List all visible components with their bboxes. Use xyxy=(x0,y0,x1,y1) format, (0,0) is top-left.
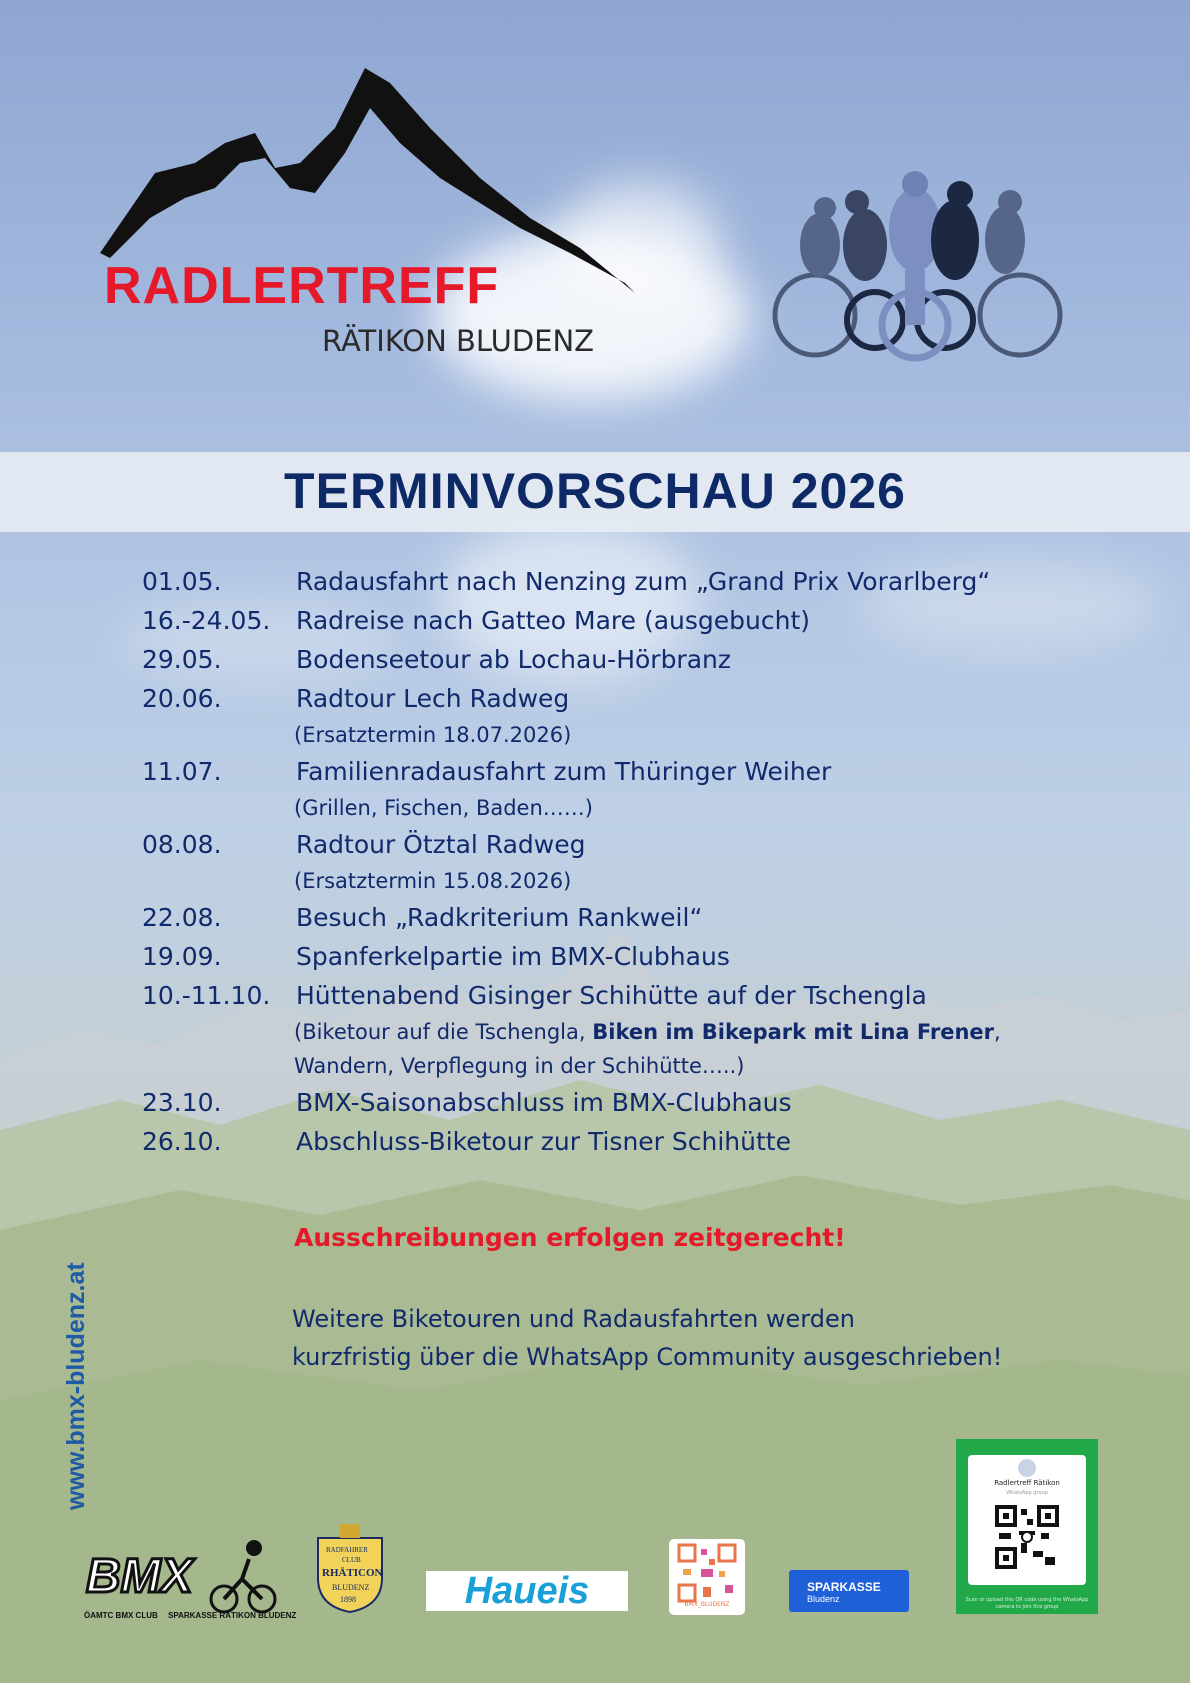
haueis-logo: Haueis xyxy=(426,1571,628,1611)
event-note-part: (Biketour auf die Tschengla, xyxy=(294,1020,593,1044)
event-date: 26.10. xyxy=(142,1127,222,1156)
event-title: Hüttenabend Gisinger Schihütte auf der Tschengla xyxy=(296,981,927,1010)
event-title: Radtour Ötztal Radweg xyxy=(296,830,586,859)
sparkasse-logo xyxy=(789,1570,909,1612)
list-item xyxy=(142,976,1072,1015)
club-logo-text: BLUDENZ xyxy=(332,1583,370,1592)
event-title: Bodenseetour ab Lochau-Hörbranz xyxy=(296,645,731,674)
logo-subtitle: RÄTIKON BLUDENZ xyxy=(322,324,595,358)
event-title: Radausfahrt nach Nenzing zum „Grand Prix Vorarlberg“ xyxy=(296,567,991,596)
event-date: 20.06. xyxy=(142,684,222,713)
event-note-part: , xyxy=(994,1020,1001,1044)
event-date: 16.-24.05. xyxy=(142,606,271,635)
info-text xyxy=(292,1300,1002,1376)
event-date: 10.-11.10. xyxy=(142,981,271,1010)
event-title: Radtour Lech Radweg xyxy=(296,684,570,713)
list-item xyxy=(142,825,1072,864)
event-title: Radreise nach Gatteo Mare (ausgebucht) xyxy=(296,606,811,635)
event-date: 23.10. xyxy=(142,1088,222,1117)
event-note: (Grillen, Fischen, Baden……) xyxy=(294,796,593,820)
bmx-logo-left: ÖAMTC BMX CLUB xyxy=(84,1611,158,1620)
bmx-logo-right: SPARKASSE RÄTIKON BLUDENZ xyxy=(168,1611,297,1620)
event-title: Spanferkelpartie im BMX-Clubhaus xyxy=(296,942,730,971)
list-item xyxy=(142,640,1072,679)
info-line: kurzfristig über die WhatsApp Community ausgeschrieben! xyxy=(292,1343,1003,1371)
event-title: Familienradausfahrt zum Thüringer Weiher xyxy=(296,757,832,786)
whatsapp-group-name: Radlertreff Rätikon xyxy=(994,1479,1060,1487)
club-logo-text: CLUB xyxy=(342,1556,361,1564)
event-title: BMX-Saisonabschluss im BMX-Clubhaus xyxy=(296,1088,792,1117)
event-date: 01.05. xyxy=(142,567,222,596)
event-note: Wandern, Verpflegung in der Schihütte…..) xyxy=(294,1054,745,1078)
club-logo-text: RHÄTICON xyxy=(322,1567,383,1579)
website-link[interactable]: www.bmx-bludenz.at xyxy=(62,1262,90,1510)
list-item xyxy=(142,1122,1072,1161)
event-note: (Ersatztermin 15.08.2026) xyxy=(294,869,572,893)
club-logo-text: 1898 xyxy=(340,1595,356,1604)
club-logo-text: RADFAHRER xyxy=(326,1546,368,1554)
event-note: (Ersatztermin 18.07.2026) xyxy=(294,723,572,747)
whatsapp-qr-panel[interactable] xyxy=(956,1439,1098,1614)
whatsapp-card xyxy=(968,1455,1086,1585)
list-item xyxy=(142,898,1072,937)
whatsapp-group-sub: WhatsApp group xyxy=(1006,1490,1048,1496)
logo-title: RADLERTREFF xyxy=(104,257,500,315)
list-item xyxy=(142,752,1072,791)
event-list xyxy=(142,562,1072,1161)
sparkasse-name: SPARKASSE xyxy=(807,1580,881,1594)
event-title: Besuch „Radkriterium Rankweil“ xyxy=(296,903,703,932)
list-item xyxy=(142,937,1072,976)
event-date: 19.09. xyxy=(142,942,222,971)
qr-code-icon xyxy=(679,1545,735,1601)
whatsapp-qr-icon xyxy=(997,1507,1057,1567)
cyclists-icon xyxy=(765,170,1075,370)
bmx-logo-text: BMX xyxy=(86,1550,193,1603)
event-note-highlight: Biken im Bikepark mit Lina Frener xyxy=(592,1020,995,1044)
bmx-club-logo xyxy=(84,1534,297,1624)
list-item xyxy=(142,601,1072,640)
list-item xyxy=(142,1083,1072,1122)
event-note xyxy=(142,1015,1072,1049)
event-title: Abschluss-Biketour zur Tisner Schihütte xyxy=(296,1127,791,1156)
sparkasse-city: Bludenz xyxy=(807,1594,840,1604)
page-title: TERMINVORSCHAU 2026 xyxy=(284,463,906,519)
whatsapp-footer: Scan or upload this QR code using the WhatsApp camera to join this group xyxy=(965,1597,1089,1610)
group-avatar xyxy=(1018,1459,1036,1477)
event-date: 29.05. xyxy=(142,645,222,674)
radfahrer-club-logo xyxy=(310,1518,390,1614)
info-line: Weitere Biketouren und Radausfahrten werden xyxy=(292,1305,855,1333)
event-date: 11.07. xyxy=(142,757,222,786)
list-item xyxy=(142,562,1072,601)
list-item xyxy=(142,679,1072,718)
event-date: 22.08. xyxy=(142,903,222,932)
event-date: 08.08. xyxy=(142,830,222,859)
notice-text: Ausschreibungen erfolgen zeitgerecht! xyxy=(294,1223,846,1252)
instagram-qr-card xyxy=(669,1539,745,1615)
qr-caption: BMX_BLUDENZ xyxy=(684,1601,730,1608)
